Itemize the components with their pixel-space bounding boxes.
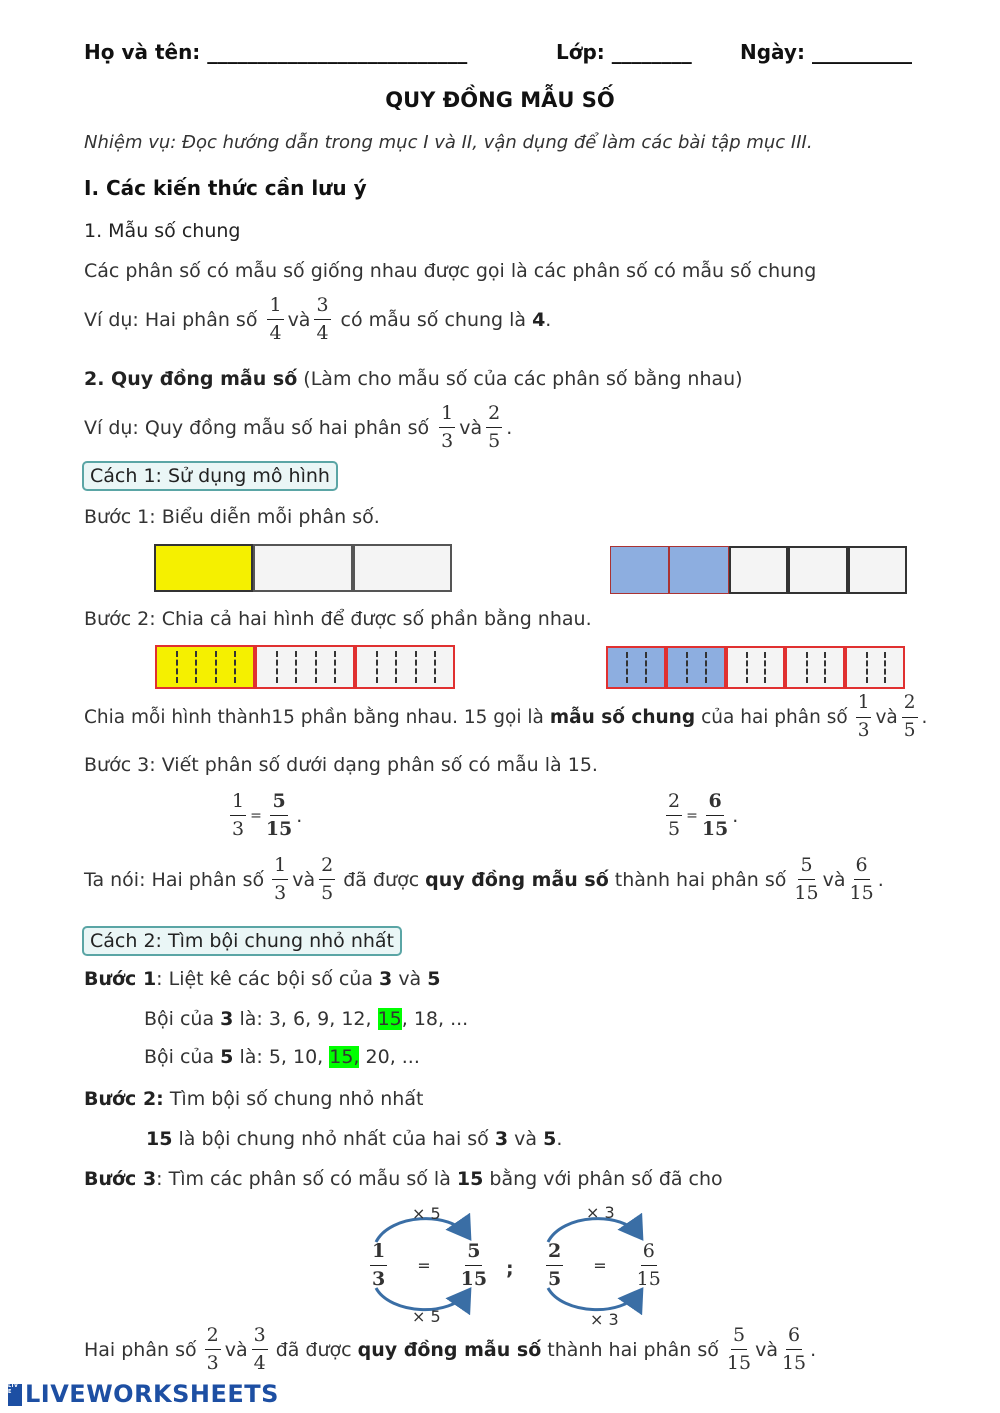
multiples-of-5: Bội của 5 là: 5, 10, 15, 20, ... (144, 1046, 420, 1068)
model-cell (253, 544, 352, 592)
equation-2-5: $\frac{2}{5}$ = $\frac{6}{15}$ . (668, 790, 739, 840)
times5-top: × 5 (412, 1204, 441, 1223)
model-cell (606, 646, 666, 689)
and-text: và (287, 308, 311, 331)
section1-heading: I. Các kiến thức cần lưu ý (84, 176, 367, 200)
divide-sentence: Chia mỗi hình thành15 phần bằng nhau. 15 gọi là mẫu số chung của hai phân số $\frac{1}{3}$ và $\frac{2}{5}$ . (84, 692, 928, 741)
model-fifths-divided (606, 646, 905, 689)
times5-bottom: × 5 (412, 1307, 441, 1326)
model-cell (845, 646, 905, 689)
times3-top: × 3 (586, 1203, 615, 1222)
class-line (556, 40, 692, 64)
model-cell (255, 645, 355, 689)
model-cell (726, 646, 786, 689)
model-cell (785, 646, 845, 689)
class-blank[interactable]: ________ (611, 40, 692, 64)
model-cell (355, 645, 455, 689)
step1-text: Bước 1: Biểu diễn mỗi phân số. (84, 506, 380, 528)
model-cell (669, 546, 728, 594)
method2-label: Cách 2: Tìm bội chung nhỏ nhất (82, 926, 402, 956)
diagram-2-5: $\frac{2}{5}$ = $\frac{6}{15}$ (548, 1240, 661, 1290)
name-label: Họ và tên: (84, 40, 201, 64)
sub1-text: Các phân số có mẫu số giống nhau được gọi là các phân số có mẫu số chung (84, 260, 817, 282)
highlight-15: 15, (329, 1046, 360, 1068)
logo-badge: LIVE (8, 1384, 22, 1406)
name-line (84, 40, 467, 64)
logo-text: LIVEWORKSHEETS (25, 1380, 279, 1408)
model-thirds (154, 544, 452, 592)
fraction-1-3: $\frac{1}{3}$ (441, 402, 454, 452)
example2: Ví dụ: Quy đồng mẫu số hai phân số $\frac{1}{3}$ và $\frac{2}{5}$ . (84, 402, 513, 452)
multiples-of-3: Bội của 3 là: 3, 6, 9, 12, 15, 18, ... (144, 1008, 469, 1030)
date-blank[interactable]: __________ (811, 40, 912, 64)
example1-text-2: có mẫu số chung là (340, 308, 527, 331)
model-cell (729, 546, 788, 594)
class-label: Lớp: (556, 40, 605, 64)
name-blank[interactable]: __________________________ (207, 40, 468, 64)
arrow-top-right (548, 1219, 640, 1242)
model-cell (788, 546, 847, 594)
diagram-1-3: $\frac{1}{3}$ = $\frac{5}{15}$ (372, 1240, 488, 1290)
step2-text: Bước 2: Chia cả hai hình để được số phần bằng nhau. (84, 608, 592, 630)
semicolon: ; (506, 1258, 514, 1280)
conclusion-sentence: Ta nói: Hai phân số $\frac{1}{3}$ và $\frac{2}{5}$ đã được quy đồng mẫu số thành hai phân số $\frac{5}{15}$ và $\frac{6}{15}$ . (84, 854, 884, 904)
date-label: Ngày: (740, 40, 805, 64)
arrow-bottom-right (548, 1288, 640, 1310)
sub2-heading: 2. Quy đồng mẫu số (Làm cho mẫu số của các phân số bằng nhau) (84, 368, 743, 390)
example1-text: Ví dụ: Hai phân số (84, 308, 258, 331)
fraction-1-3: $\frac{1}{3}$ (857, 692, 870, 741)
model-cell (154, 544, 253, 592)
page-title: QUY ĐỒNG MẪU SỐ (385, 88, 615, 112)
model-cell (848, 546, 907, 594)
task-instruction: Nhiệm vụ: Đọc hướng dẫn trong mục I và II, vận dụng để làm các bài tập mục III. (84, 132, 813, 153)
m2-step1: Bước 1: Liệt kê các bội số của 3 và 5 (84, 968, 441, 990)
liveworksheets-logo[interactable] (8, 1380, 279, 1408)
model-fifths (610, 546, 907, 594)
method1-label: Cách 1: Sử dụng mô hình (82, 461, 338, 491)
equation-1-3: $\frac{1}{3}$ = $\frac{5}{15}$ . (232, 790, 303, 840)
sub1-heading: 1. Mẫu số chung (84, 220, 241, 242)
m2-step3: Bước 3: Tìm các phân số có mẫu số là 15 bằng với phân số đã cho (84, 1168, 723, 1190)
lcm-sentence: 15 là bội chung nhỏ nhất của hai số 3 và 5. (146, 1128, 563, 1150)
example1: Ví dụ: Hai phân số $\frac{1}{4}$ và $\frac{3}{4}$ có mẫu số chung là 4 . (84, 294, 552, 344)
model-cell (155, 645, 255, 689)
fraction-1-4: $\frac{1}{4}$ (269, 294, 282, 344)
fraction-2-5: $\frac{2}{5}$ (488, 402, 501, 452)
highlight-15: 15 (377, 1008, 402, 1030)
final-sentence: Hai phân số $\frac{2}{3}$ và $\frac{3}{4}$ đã được quy đồng mẫu số thành hai phân số $\frac{5}{15}$ và $\frac{6}{15}$ . (84, 1324, 817, 1374)
model-thirds-divided (155, 645, 455, 689)
m2-step2: Bước 2: Tìm bội số chung nhỏ nhất (84, 1088, 424, 1110)
common-denominator: 4 (532, 308, 546, 331)
date-line (740, 40, 912, 64)
model-cell (353, 544, 452, 592)
fraction-3-4: $\frac{3}{4}$ (316, 294, 329, 344)
times3-bottom: × 3 (590, 1310, 619, 1329)
fraction-2-5: $\frac{2}{5}$ (903, 692, 916, 741)
model-cell (610, 546, 669, 594)
step3-text: Bước 3: Viết phân số dưới dạng phân số có mẫu là 15. (84, 754, 598, 776)
model-cell (666, 646, 726, 689)
